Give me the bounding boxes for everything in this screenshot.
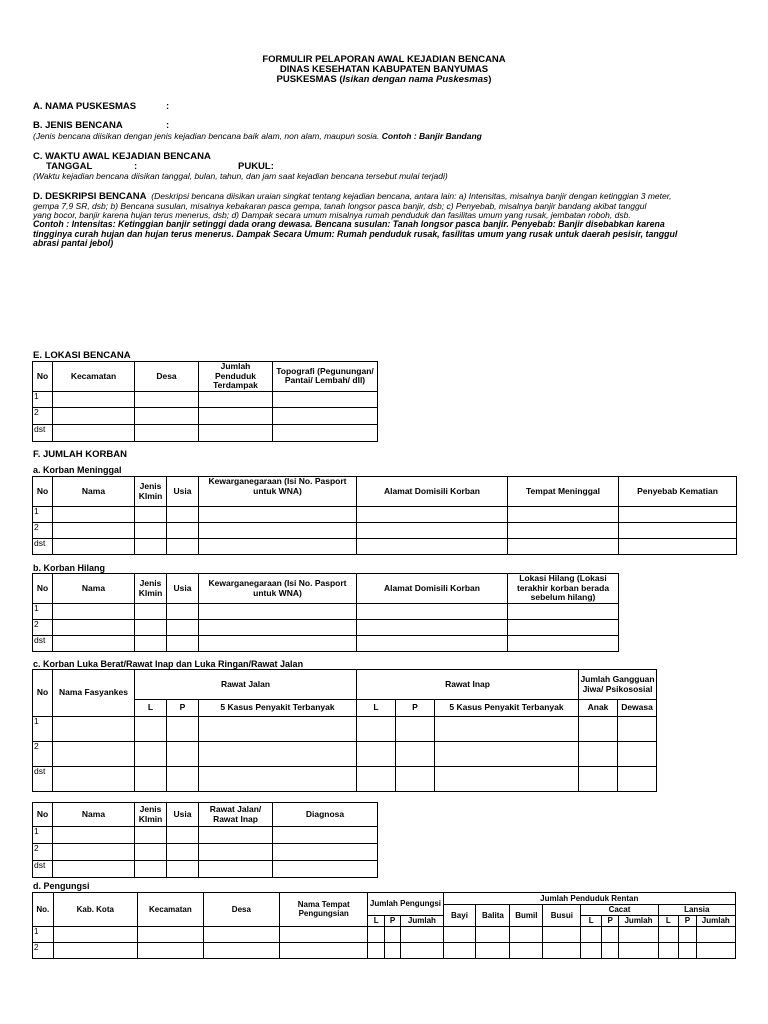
section-c-tanggal-colon: : <box>134 161 138 172</box>
table-row <box>33 844 378 861</box>
table-cell[interactable] <box>273 424 378 441</box>
table-cell[interactable] <box>203 926 279 942</box>
table-cell[interactable] <box>618 767 657 792</box>
table-cell[interactable] <box>543 942 581 958</box>
korban-luka-table <box>32 669 657 792</box>
table-header-cell: Alamat Domisili Korban <box>357 574 508 604</box>
table-header-cell: Jenis Klmin <box>135 477 167 507</box>
table-header-cell: Balita <box>476 905 510 927</box>
col-kecamatan: Kecamatan <box>53 362 135 392</box>
table-cell[interactable] <box>357 620 508 636</box>
table-cell[interactable] <box>443 942 476 958</box>
table-cell[interactable] <box>619 507 737 523</box>
table-header-cell: Jumlah <box>696 916 735 927</box>
table-header-cell: Jumlah Penduduk Rentan <box>443 893 735 905</box>
table-header-cell: Jumlah <box>619 916 658 927</box>
table-row <box>33 717 657 742</box>
table-header-cell: Desa <box>203 893 279 927</box>
table-header-cell: 1 <box>33 827 53 844</box>
table-header-cell: Nama <box>53 477 135 507</box>
section-f-label: F. JUMLAH KORBAN <box>33 449 127 460</box>
table-header-cell: 1 <box>33 926 54 942</box>
table-header-cell: Usia <box>167 803 199 827</box>
table-cell[interactable] <box>658 942 679 958</box>
table-row <box>33 767 657 792</box>
table-header-cell: Diagnosa <box>273 803 378 827</box>
section-c-note: (Waktu kejadian bencana diisikan tanggal, bulan, tahun, dan jam saat kejadian bencana tersebut mulai terjadi) <box>33 171 448 181</box>
table-cell[interactable] <box>435 767 579 792</box>
table-cell[interactable] <box>679 926 696 942</box>
korban-hilang-label: b. Korban Hilang <box>33 563 105 573</box>
table-cell[interactable] <box>167 861 199 878</box>
table-header-cell: L <box>581 916 602 927</box>
table-cell[interactable] <box>357 717 396 742</box>
table-row <box>33 742 657 767</box>
table-cell[interactable] <box>619 942 658 958</box>
table-cell[interactable] <box>199 424 273 441</box>
table-header-cell: Rawat Jalan/ Rawat Inap <box>199 803 273 827</box>
table-cell[interactable] <box>135 861 167 878</box>
table-cell[interactable] <box>135 717 167 742</box>
table-cell[interactable] <box>443 926 476 942</box>
table-header-cell: Dewasa <box>618 700 657 717</box>
table-cell[interactable] <box>696 942 735 958</box>
table-cell[interactable] <box>135 539 167 555</box>
section-a-label: A. NAMA PUSKESMAS <box>33 101 137 112</box>
table-row <box>33 391 378 407</box>
table-cell[interactable] <box>696 926 735 942</box>
section-c-label: C. WAKTU AWAL KEJADIAN BENCANA <box>33 151 211 162</box>
pengungsi-table <box>32 892 736 959</box>
table-header-cell: No <box>33 803 53 827</box>
table-cell[interactable] <box>53 767 135 792</box>
table-header-cell: Nama Fasyankes <box>53 670 135 717</box>
table-header-cell: 2 <box>33 523 53 539</box>
table-header-cell: Busui <box>543 905 581 927</box>
table-cell[interactable] <box>199 407 273 424</box>
table-header-cell: 2 <box>33 407 53 424</box>
table-cell[interactable] <box>53 407 135 424</box>
table-cell[interactable] <box>510 942 543 958</box>
section-d-example2: tingginya curah hujan dan hujan terus menerus. Dampak Secara Umum: Rumah penduduk rusak, fasilitas umum yang rusak untuk daerah pesisir, tanggul <box>33 229 678 239</box>
table-cell[interactable] <box>581 942 602 958</box>
table-cell[interactable] <box>53 717 135 742</box>
table-header-cell: P <box>384 916 400 927</box>
table-row <box>33 827 378 844</box>
table-header-cell: Bumil <box>510 905 543 927</box>
table-cell[interactable] <box>357 604 508 620</box>
table-header-cell: Lansia <box>658 905 735 916</box>
table-cell[interactable] <box>579 717 618 742</box>
table-cell[interactable] <box>618 717 657 742</box>
table-header-cell: Jumlah <box>401 916 443 927</box>
table-cell[interactable] <box>199 523 357 539</box>
section-d-line1: D. DESKRIPSI BENCANA (Deskripsi bencana diisikan uraian singkat tentang kejadian bencana, antara lain: a) Intensitas, misalnya banjir dengan ketinggian 3 meter, <box>33 191 672 202</box>
table-cell[interactable] <box>167 742 199 767</box>
table-header-cell: Alamat Domisili Korban <box>357 477 508 507</box>
table-cell[interactable] <box>357 767 396 792</box>
table-cell[interactable] <box>273 391 378 407</box>
table-cell[interactable] <box>658 926 679 942</box>
table-cell[interactable] <box>135 507 167 523</box>
table-cell[interactable] <box>508 507 619 523</box>
table-header-cell: No <box>33 477 53 507</box>
table-cell[interactable] <box>135 391 199 407</box>
section-b-label: B. JENIS BENCANA <box>33 120 123 131</box>
table-header-cell: Jumlah Gangguan Jiwa/ Psikososial <box>579 670 657 700</box>
form-subtitle-puskesmas: PUSKESMAS (Isikan dengan nama Puskesmas) <box>276 74 492 85</box>
section-c-tanggal: TANGGAL <box>46 161 93 172</box>
section-b-note: (Jenis bencana diisikan dengan jenis kejadian bencana baik alam, non alam, maupun sosia. Contoh : Banjir Bandang <box>33 131 482 141</box>
table-header-cell: 5 Kasus Penyakit Terbanyak <box>435 700 579 717</box>
table-cell[interactable] <box>384 942 400 958</box>
table-header-cell: Anak <box>579 700 618 717</box>
table-cell[interactable] <box>203 942 279 958</box>
table-cell[interactable] <box>135 636 167 652</box>
col-no: No <box>33 362 53 392</box>
table-cell[interactable] <box>53 523 135 539</box>
table-header-cell: Jumlah Pengungsi <box>368 893 443 916</box>
table-header-cell: 2 <box>33 742 53 767</box>
section-b-colon: : <box>166 120 170 131</box>
table-cell[interactable] <box>53 942 137 958</box>
table-row <box>33 926 736 942</box>
table-header-cell: dst <box>33 424 53 441</box>
table-cell[interactable] <box>581 926 602 942</box>
table-header-cell: P <box>396 700 435 717</box>
table-header-cell: Jenis Klmin <box>135 803 167 827</box>
korban-hilang-table <box>32 573 619 652</box>
table-header-cell: 1 <box>33 507 53 523</box>
table-row <box>33 636 619 652</box>
table-cell[interactable] <box>273 844 378 861</box>
table-header-cell: 1 <box>33 717 53 742</box>
table-cell[interactable] <box>135 827 167 844</box>
table-header-cell: L <box>135 700 167 717</box>
table-header-cell: Penyebab Kematian <box>619 477 737 507</box>
table-cell[interactable] <box>601 942 618 958</box>
table-cell[interactable] <box>53 742 135 767</box>
table-cell[interactable] <box>579 742 618 767</box>
table-cell[interactable] <box>199 767 357 792</box>
table-cell[interactable] <box>357 507 508 523</box>
table-row <box>33 507 737 523</box>
table-cell[interactable] <box>396 717 435 742</box>
table-cell[interactable] <box>199 861 273 878</box>
table-cell[interactable] <box>167 507 199 523</box>
table-cell[interactable] <box>279 926 367 942</box>
table-cell[interactable] <box>167 844 199 861</box>
table-cell[interactable] <box>167 717 199 742</box>
table-cell[interactable] <box>679 942 696 958</box>
table-cell[interactable] <box>53 604 135 620</box>
table-cell[interactable] <box>53 926 137 942</box>
table-cell[interactable] <box>135 767 167 792</box>
korban-meninggal-table <box>32 476 737 555</box>
table-cell[interactable] <box>384 926 400 942</box>
table-cell[interactable] <box>135 604 167 620</box>
table-header-cell: Bayi <box>443 905 476 927</box>
table-cell[interactable] <box>135 844 167 861</box>
table-cell[interactable] <box>619 523 737 539</box>
table-row <box>33 424 378 441</box>
table-cell[interactable] <box>53 620 135 636</box>
table-header-cell: Jenis Klmin <box>135 574 167 604</box>
table-cell[interactable] <box>401 942 443 958</box>
table-cell[interactable] <box>199 507 357 523</box>
table-cell[interactable] <box>135 424 199 441</box>
table-cell[interactable] <box>199 604 357 620</box>
col-desa: Desa <box>135 362 199 392</box>
table-cell[interactable] <box>199 717 357 742</box>
table-cell[interactable] <box>396 742 435 767</box>
table-header-cell: P <box>679 916 696 927</box>
table-cell[interactable] <box>368 942 384 958</box>
table-header-cell: Nama <box>53 803 135 827</box>
table-cell[interactable] <box>435 742 579 767</box>
table-header-cell: dst <box>33 539 53 555</box>
table-header-cell: Rawat Jalan <box>135 670 357 700</box>
form-subtitle-dinas: DINAS KESEHATAN KABUPATEN BANYUMAS <box>279 64 489 75</box>
table-cell[interactable] <box>508 620 619 636</box>
table-row <box>33 861 378 878</box>
table-cell[interactable] <box>199 620 357 636</box>
table-row <box>33 942 736 958</box>
table-header-cell: P <box>601 916 618 927</box>
table-header-cell: dst <box>33 636 53 652</box>
form-title: FORMULIR PELAPORAN AWAL KEJADIAN BENCANA <box>262 54 506 65</box>
table-cell[interactable] <box>53 861 135 878</box>
table-cell[interactable] <box>167 523 199 539</box>
table-cell[interactable] <box>53 636 135 652</box>
table-cell[interactable] <box>619 539 737 555</box>
table-cell[interactable] <box>135 620 167 636</box>
table-cell[interactable] <box>53 391 135 407</box>
section-c-pukul: PUKUL: <box>238 161 274 172</box>
table-cell[interactable] <box>618 742 657 767</box>
section-d-example3: abrasi pantai jebol) <box>33 238 114 248</box>
section-a-colon: : <box>166 101 170 112</box>
korban-luka-label: c. Korban Luka Berat/Rawat Inap dan Luka Ringan/Rawat Jalan <box>33 659 304 669</box>
table-cell[interactable] <box>273 407 378 424</box>
table-cell[interactable] <box>167 636 199 652</box>
table-cell[interactable] <box>199 539 357 555</box>
table-header-cell: Nama <box>53 574 135 604</box>
table-cell[interactable] <box>476 926 510 942</box>
table-cell[interactable] <box>53 424 135 441</box>
table-cell[interactable] <box>357 636 508 652</box>
table-header-cell: 1 <box>33 391 53 407</box>
table-header-cell: Kewarganegaraan (Isi No. Pasport untuk WNA) <box>199 477 357 507</box>
table-row <box>33 523 737 539</box>
table-cell[interactable] <box>53 827 135 844</box>
table-cell[interactable] <box>619 926 658 942</box>
table-cell[interactable] <box>357 742 396 767</box>
table-cell[interactable] <box>167 604 199 620</box>
table-cell[interactable] <box>273 827 378 844</box>
table-header-cell: 5 Kasus Penyakit Terbanyak <box>199 700 357 717</box>
table-cell[interactable] <box>199 742 357 767</box>
table-header-cell: L <box>357 700 396 717</box>
section-e-label: E. LOKASI BENCANA <box>33 350 131 361</box>
table-header-cell: 2 <box>33 942 54 958</box>
table-row <box>33 407 378 424</box>
table-header-cell: No <box>33 574 53 604</box>
table-cell[interactable] <box>137 926 203 942</box>
table-header-cell: L <box>658 916 679 927</box>
table-cell[interactable] <box>601 926 618 942</box>
table-cell[interactable] <box>53 507 135 523</box>
table-cell[interactable] <box>53 539 135 555</box>
table-cell[interactable] <box>508 539 619 555</box>
table-cell[interactable] <box>167 767 199 792</box>
table-header-cell: Kewarganegaraan (Isi No. Pasport untuk WNA) <box>199 574 357 604</box>
table-cell[interactable] <box>135 523 167 539</box>
table-header-cell: Usia <box>167 477 199 507</box>
table-header-cell: Usia <box>167 574 199 604</box>
table-cell[interactable] <box>435 717 579 742</box>
table-header-cell: Kab. Kota <box>53 893 137 927</box>
table-cell[interactable] <box>579 767 618 792</box>
section-d-line2: gempa 7,9 SR, dsb; b) Bencana susulan, misalnya kebakaran pasca gempa, tanah longsor pasca banjir, dsb; c) Penyebab, misalnya banjir bandang akibat tanggul <box>33 201 647 211</box>
table-header-cell: Rawat Inap <box>357 670 579 700</box>
table-cell[interactable] <box>357 539 508 555</box>
table-cell[interactable] <box>199 636 357 652</box>
table-cell[interactable] <box>543 926 581 942</box>
table-cell[interactable] <box>508 523 619 539</box>
table-header-cell: 2 <box>33 620 53 636</box>
table-header-cell: L <box>368 916 384 927</box>
table-row <box>33 539 737 555</box>
table-header-cell: Tempat Meninggal <box>508 477 619 507</box>
table-header-cell: No <box>33 670 53 717</box>
table-cell[interactable] <box>199 827 273 844</box>
table-header-cell: dst <box>33 767 53 792</box>
table-cell[interactable] <box>167 539 199 555</box>
table-cell[interactable] <box>510 926 543 942</box>
col-jumlah-penduduk: Jumlah Penduduk Terdampak <box>199 362 273 392</box>
table-cell[interactable] <box>199 391 273 407</box>
table-cell[interactable] <box>279 942 367 958</box>
pengungsi-label: d. Pengungsi <box>33 881 90 891</box>
table-cell[interactable] <box>53 844 135 861</box>
table-cell[interactable] <box>357 523 508 539</box>
table-header-cell: dst <box>33 861 53 878</box>
table-cell[interactable] <box>476 942 510 958</box>
table-row <box>33 620 619 636</box>
table-cell[interactable] <box>508 604 619 620</box>
lokasi-bencana-table <box>32 361 378 442</box>
table-cell[interactable] <box>135 407 199 424</box>
table-cell[interactable] <box>135 742 167 767</box>
section-d-line3: yang bocor, banjir karena hujan terus menerus, dsb; d) Dampak secara umum misalnya rumah penduduk dan fasilitas umum yang rusak, jembatan roboh, dsb. <box>33 210 631 220</box>
section-d-example1: Contoh : Intensitas: Ketinggian banjir setinggi dada orang dewasa. Bencana susulan: Tanah longsor pasca banjir. Penyebab: Banjir disebabkan karena <box>33 219 665 229</box>
table-cell[interactable] <box>199 844 273 861</box>
korban-diagnosa-table <box>32 802 378 878</box>
table-cell[interactable] <box>137 942 203 958</box>
korban-meninggal-label: a. Korban Meninggal <box>33 465 122 475</box>
table-cell[interactable] <box>401 926 443 942</box>
table-cell[interactable] <box>508 636 619 652</box>
table-header-cell: Nama Tempat Pengungsian <box>279 893 367 927</box>
table-cell[interactable] <box>167 827 199 844</box>
table-header-cell: Kecamatan <box>137 893 203 927</box>
table-header-cell: Cacat <box>581 905 658 916</box>
col-topografi: Topografi (Pegunungan/ Pantai/ Lembah/ dll) <box>273 362 378 392</box>
table-row <box>33 604 619 620</box>
table-header-cell: Lokasi Hilang (Lokasi terakhir korban berada sebelum hilang) <box>508 574 619 604</box>
table-header-cell: No. <box>33 893 54 927</box>
table-header-cell: P <box>167 700 199 717</box>
table-cell[interactable] <box>167 620 199 636</box>
table-cell[interactable] <box>368 926 384 942</box>
table-cell[interactable] <box>273 861 378 878</box>
table-header-cell: 1 <box>33 604 53 620</box>
table-header-cell: 2 <box>33 844 53 861</box>
table-cell[interactable] <box>396 767 435 792</box>
